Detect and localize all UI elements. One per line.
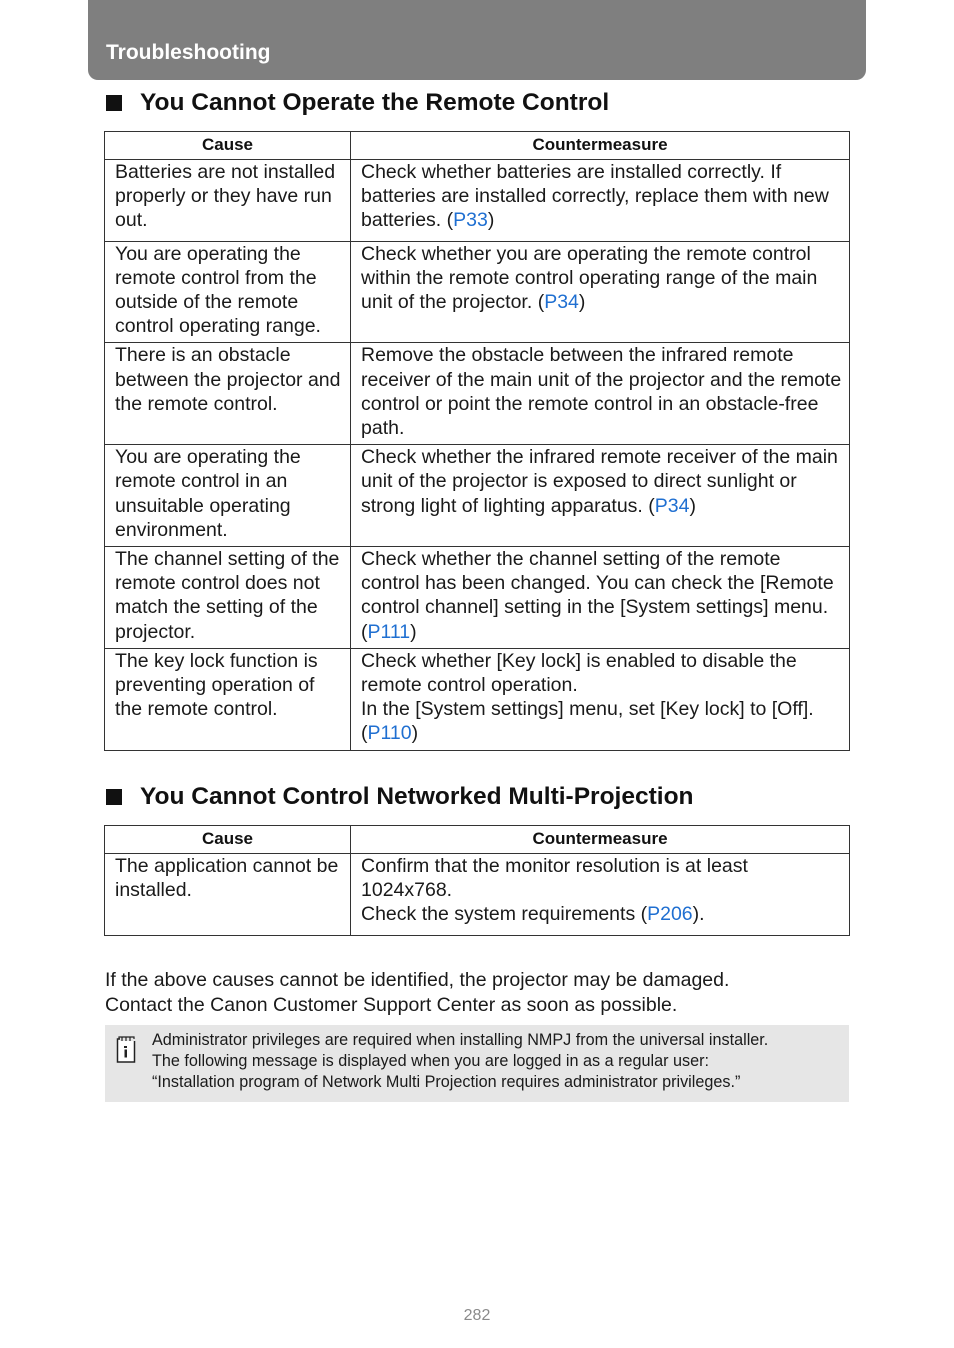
cause-cell: You are operating the remote control from the outside of the remote control operating range. [105,241,351,343]
cause-cell: There is an obstacle between the projector and the remote control. [105,343,351,445]
memo-icon [116,1036,138,1064]
countermeasure-text: Check whether batteries are installed correctly. If batteries are installed correctly, replace them with new batteries. ( [361,161,829,232]
countermeasure-cell [351,547,850,649]
header-bar [88,0,866,80]
column-header-cause: Cause [105,132,351,160]
closing-line: Contact the Canon Customer Support Center as soon as possible. [105,993,678,1016]
cause-cell: Batteries are not installed properly or they have run out. [105,160,351,242]
table-row [105,445,850,547]
page-number: 282 [463,1307,491,1324]
table-header-row [105,826,850,854]
cause-cell: The key lock function is preventing operation of the remote control. [105,648,351,750]
countermeasure-text-end: ) [411,722,419,745]
countermeasure-text: Check whether the channel setting of the remote control has been changed. You can check the [Remote control channel] setting in the [System settings] menu. ( [361,548,834,643]
countermeasure-text: Remove the obstacle between the infrared remote receiver of the main unit of the projector and the remote control or point the remote control in an obstacle-free path. [361,344,842,440]
page-link[interactable]: P34 [544,291,579,314]
countermeasure-text-end: ) [410,620,417,643]
table-row [105,343,850,445]
page-link[interactable]: P206 [647,903,693,926]
countermeasure-cell [351,445,850,547]
note-box [105,1025,849,1102]
square-bullet-icon [106,95,122,111]
countermeasure-text-end: ) [578,291,586,314]
closing-paragraph [105,968,729,1017]
square-bullet-icon [106,789,122,805]
section-heading-multi-projection [106,783,694,811]
countermeasure-cell [351,854,850,936]
note-line: The following message is displayed when you are logged in as a regular user: [152,1052,709,1070]
countermeasure-cell [351,343,850,445]
table-row [105,648,850,750]
table-header-row [105,132,850,160]
countermeasure-text: Check whether you are operating the remote control within the remote control operating range of the main unit of the projector. ( [361,242,818,314]
column-header-countermeasure: Countermeasure [351,132,850,160]
table-row [105,547,850,649]
table-row [105,854,850,936]
table-row [105,241,850,343]
page-link[interactable]: P111 [367,620,411,643]
section-title: You Cannot Operate the Remote Control [140,89,610,116]
note-line: “Installation program of Network Multi Projection requires administrator privileges.” [152,1073,741,1091]
countermeasure-cell [351,160,850,242]
table-row [105,160,850,242]
countermeasure-text: Confirm that the monitor resolution is at least 1024x768. Check the system requirements ( [361,855,748,926]
countermeasure-text: Check whether [Key lock] is enabled to disable the remote control operation. In the [System settings] menu, set [Key lock] to [Off]. ( [361,649,814,745]
note-text [152,1030,768,1093]
column-header-cause: Cause [105,826,351,854]
cause-cell: The channel setting of the remote control does not match the setting of the projector. [105,547,351,649]
section-title: You Cannot Control Networked Multi-Projection [140,783,694,810]
countermeasure-cell [351,648,850,750]
header-title: Troubleshooting [106,41,271,64]
section-heading-remote-control [106,89,609,117]
page-link[interactable]: P34 [654,494,690,517]
cause-cell: You are operating the remote control in an unsuitable operating environment. [105,445,351,547]
countermeasure-text-end: ) [689,494,696,517]
closing-line: If the above causes cannot be identified, the projector may be damaged. [105,969,730,991]
countermeasure-text-end: ). [692,903,705,926]
column-header-countermeasure: Countermeasure [351,826,850,854]
page-link[interactable]: P33 [453,209,488,232]
countermeasure-cell [351,241,850,343]
countermeasure-text-end: ) [487,209,495,232]
countermeasure-text: Check whether the infrared remote receiver of the main unit of the projector is exposed to direct sunlight or strong light of lighting apparatus. ( [361,446,838,517]
multi-projection-table [104,825,850,936]
remote-control-table [104,131,850,751]
page-link[interactable]: P110 [367,722,412,745]
note-line: Administrator privileges are required when installing NMPJ from the universal installer. [152,1031,769,1049]
cause-cell: The application cannot be installed. [105,854,351,936]
